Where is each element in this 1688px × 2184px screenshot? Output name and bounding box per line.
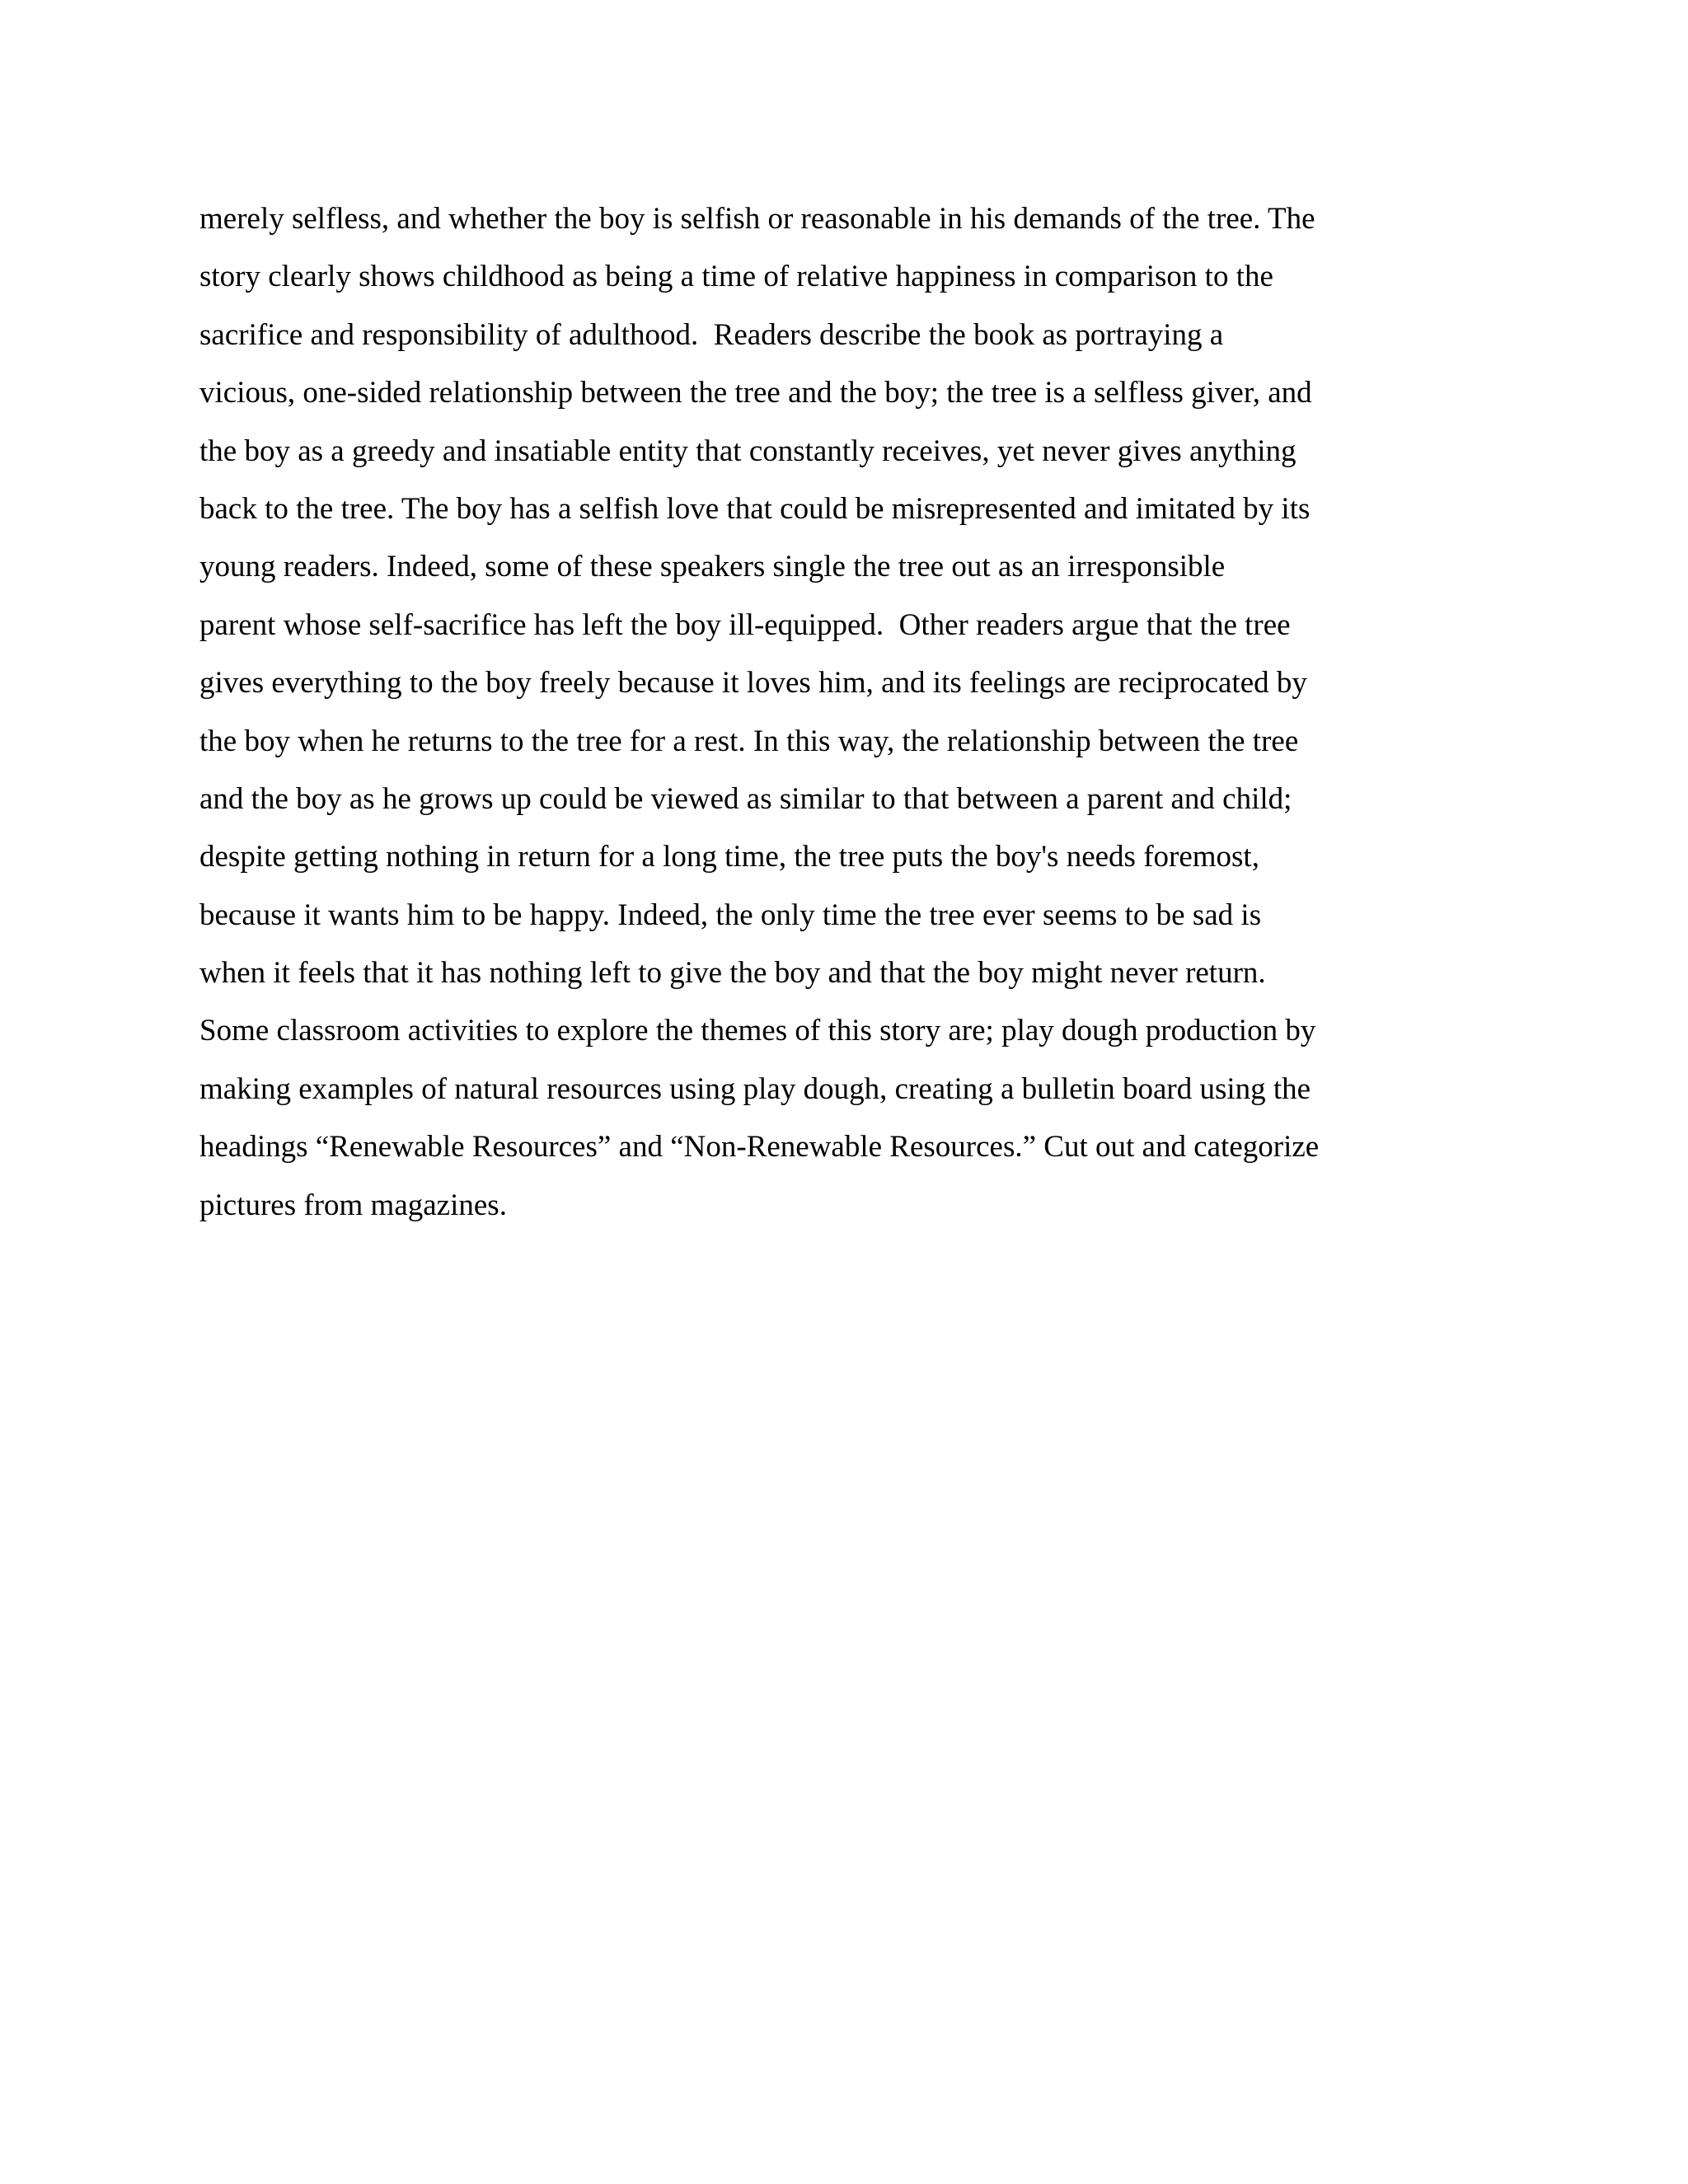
paragraph-line: the boy as a greedy and insatiable entity that constantly receives, yet never gives anything [199,434,1296,468]
paragraph-line: story clearly shows childhood as being a time of relative happiness in comparison to the [199,260,1273,294]
paragraph-line: gives everything to the boy freely because it loves him, and its feelings are reciprocated by [199,666,1307,701]
paragraph-line: young readers. Indeed, some of these speakers single the tree out as an irresponsible [199,550,1226,584]
paragraph-line: Some classroom activities to explore the themes of this story are; play dough production by [199,1014,1316,1048]
paragraph-line: sacrifice and responsibility of adulthood. Readers describe the book as portraying a [199,317,1224,352]
paragraph-line: the boy when he returns to the tree for a rest. In this way, the relationship between the tree [199,724,1299,758]
body-paragraph [199,198,1518,1242]
paragraph-line: because it wants him to be happy. Indeed, the only time the tree ever seems to be sad is [199,898,1262,932]
paragraph-line: vicious, one-sided relationship between the tree and the boy; the tree is a selfless giver, and [199,376,1312,410]
paragraph-line: when it feels that it has nothing left to give the boy and that the boy might never return. [199,956,1266,991]
paragraph-line: merely selfless, and whether the boy is selfish or reasonable in his demands of the tree. The [199,202,1315,236]
paragraph-line: making examples of natural resources using play dough, creating a bulletin board using the [199,1071,1311,1106]
paragraph-line: back to the tree. The boy has a selfish love that could be misrepresented and imitated by its [199,491,1311,526]
paragraph-line: despite getting nothing in return for a long time, the tree puts the boy's needs foremost, [199,840,1259,874]
paragraph-line: and the boy as he grows up could be viewed as similar to that between a parent and child; [199,781,1292,816]
paragraph-line: headings “Renewable Resources” and “Non-Renewable Resources.” Cut out and categorize [199,1130,1320,1165]
paragraph-line: pictures from magazines. [199,1188,507,1222]
paragraph-line: parent whose self-sacrifice has left the boy ill-equipped. Other readers argue that the tree [199,607,1291,642]
